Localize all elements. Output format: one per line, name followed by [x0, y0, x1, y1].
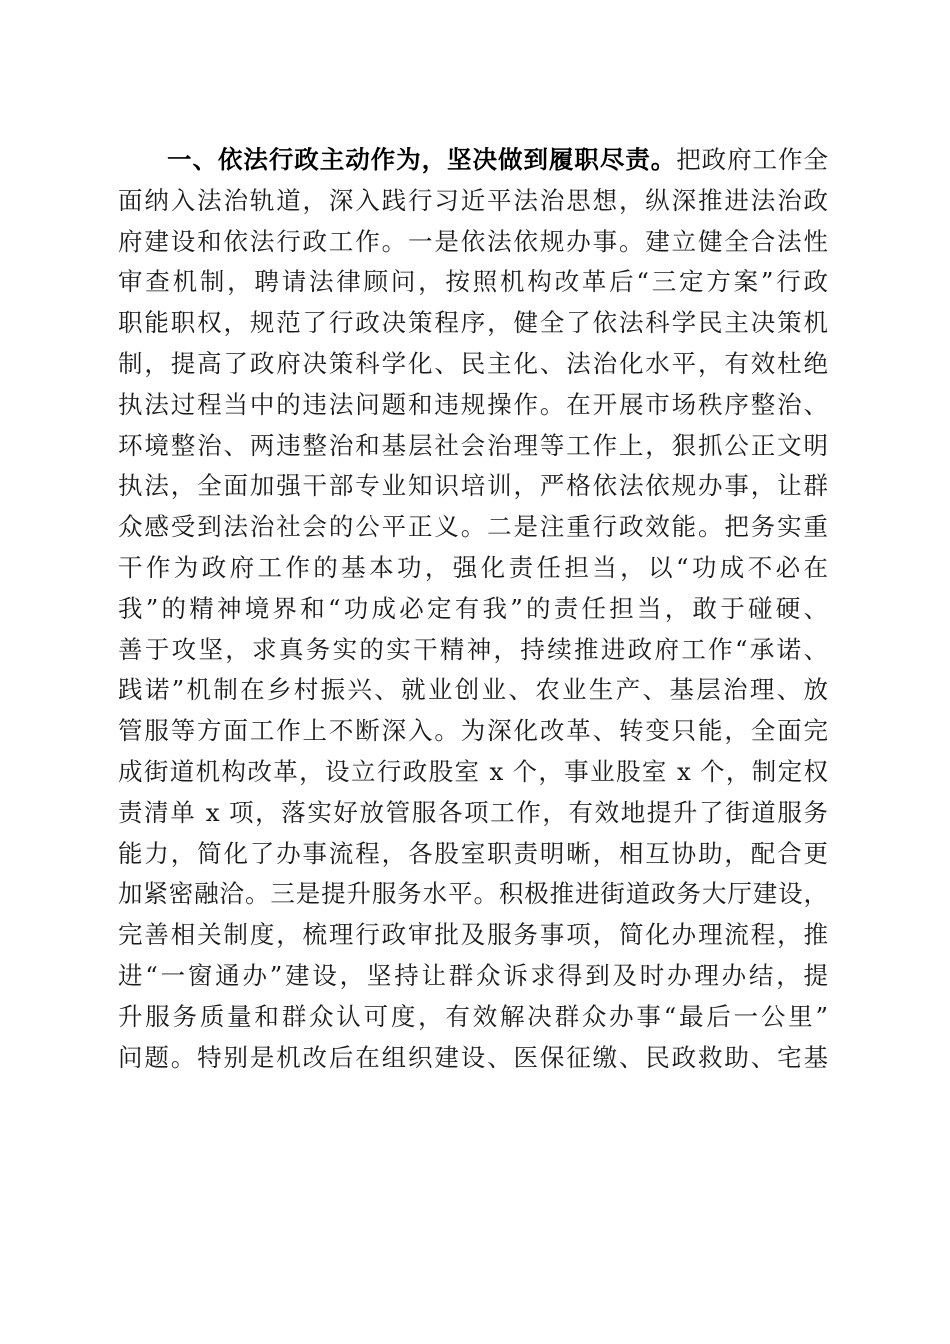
text-line: 践诺”机制在乡村振兴、就业创业、农业生产、基层治理、放 — [118, 675, 828, 705]
text-line: 完善相关制度，梳理行政审批及服务事项，简化办理流程，推 — [118, 920, 828, 950]
section-heading: 一、依法行政主动作为，坚决做到履职尽责。 — [167, 145, 677, 174]
text-line: 众感受到法治社会的公平正义。二是注重行政效能。把务实重 — [118, 512, 828, 542]
text-line: 责清单 x 项，落实好放管服各项工作，有效地提升了街道服务 — [118, 797, 828, 827]
text-line: 成街道机构改革，设立行政股室 x 个，事业股室 x 个，制定权 — [118, 756, 828, 786]
text-line: 升服务质量和群众认可度，有效解决群众办事“最后一公里” — [118, 1001, 828, 1031]
paragraph-first-line — [118, 140, 828, 181]
text-line: 能力，简化了办事流程，各股室职责明晰，相互协助，配合更 — [118, 838, 828, 868]
text-line: 审查机制，聘请法律顾问，按照机构改革后“三定方案”行政 — [118, 267, 828, 297]
text-line: 执法，全面加强干部专业知识培训，严格依法依规办事，让群 — [118, 471, 828, 501]
text-line: 面纳入法治轨道，深入践行习近平法治思想，纵深推进法治政 — [118, 185, 828, 215]
body-paragraph — [118, 140, 828, 1078]
text-line: 环境整治、两违整治和基层社会治理等工作上，狠抓公正文明 — [118, 430, 828, 460]
text-line: 问题。特别是机改后在组织建设、医保征缴、民政救助、宅基 — [118, 1042, 828, 1072]
text-line: 我”的精神境界和“功成必定有我”的责任担当，敢于碰硬、 — [118, 593, 828, 623]
text-line: 执法过程当中的违法问题和违规操作。在开展市场秩序整治、 — [118, 389, 828, 419]
text-line: 进“一窗通办”建设，坚持让群众诉求得到及时办理办结，提 — [118, 960, 828, 990]
text-line: 加紧密融洽。三是提升服务水平。积极推进街道政务大厅建设， — [118, 879, 828, 909]
text-line: 把政府工作全 — [676, 145, 829, 174]
text-line: 制，提高了政府决策科学化、民主化、法治化水平，有效杜绝 — [118, 348, 828, 378]
text-line: 职能职权，规范了行政决策程序，健全了依法科学民主决策机 — [118, 308, 828, 338]
text-line: 干作为政府工作的基本功，强化责任担当，以“功成不必在 — [118, 552, 828, 582]
text-line: 管服等方面工作上不断深入。为深化改革、转变只能，全面完 — [118, 716, 828, 746]
text-line: 府建设和依法行政工作。一是依法依规办事。建立健全合法性 — [118, 226, 828, 256]
text-line: 善于攻坚，求真务实的实干精神，持续推进政府工作“承诺、 — [118, 634, 828, 664]
